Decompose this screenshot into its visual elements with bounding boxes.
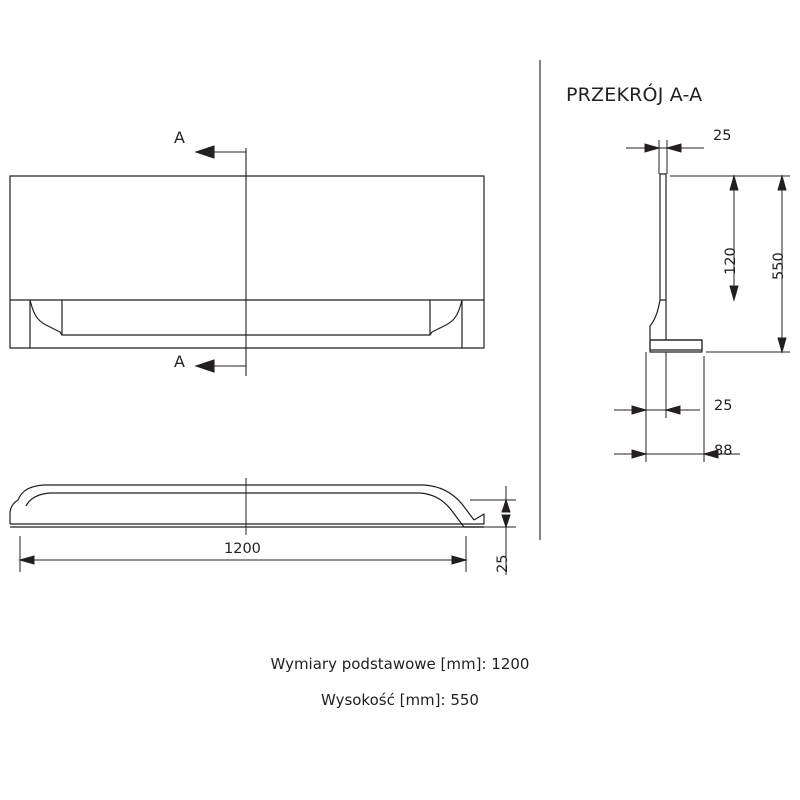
dimension-section-top-25 [626, 140, 704, 174]
section-marker-label-top: A [174, 128, 185, 147]
plan-view [10, 485, 484, 527]
section-base [650, 300, 702, 350]
dimension-label-section-height-550: 550 [771, 252, 787, 280]
dimension-label-section-inner-120: 120 [723, 247, 739, 275]
section-title: PRZEKRÓJ A-A [566, 84, 703, 106]
dimension-label-section-base-width-88: 88 [714, 443, 733, 459]
dimension-label-section-base-offset-25: 25 [714, 398, 733, 414]
caption-base-dimensions: Wymiary podstawowe [mm]: 1200 [270, 655, 530, 673]
panel-outline [10, 176, 484, 348]
section-front-wall [660, 174, 666, 300]
dimension-section-inner-120 [730, 176, 738, 300]
panel-recess-shape [30, 300, 62, 335]
section-profile [650, 174, 702, 352]
dimension-label-thickness-25: 25 [495, 554, 511, 573]
caption-height: Wysokość [mm]: 550 [321, 691, 479, 709]
plan-outline-inner [26, 493, 464, 527]
section-marker-label-bottom: A [174, 352, 185, 371]
panel-recess-shape-right [430, 300, 462, 335]
dimension-label-section-top-25: 25 [713, 128, 732, 144]
section-marker-bottom [196, 360, 246, 372]
plan-outline-bottom [10, 500, 484, 524]
section-marker-top [196, 146, 246, 158]
front-elevation-view [10, 176, 484, 348]
dimension-section-base-offset-25 [614, 352, 700, 418]
dimension-label-length-1200: 1200 [224, 541, 261, 557]
